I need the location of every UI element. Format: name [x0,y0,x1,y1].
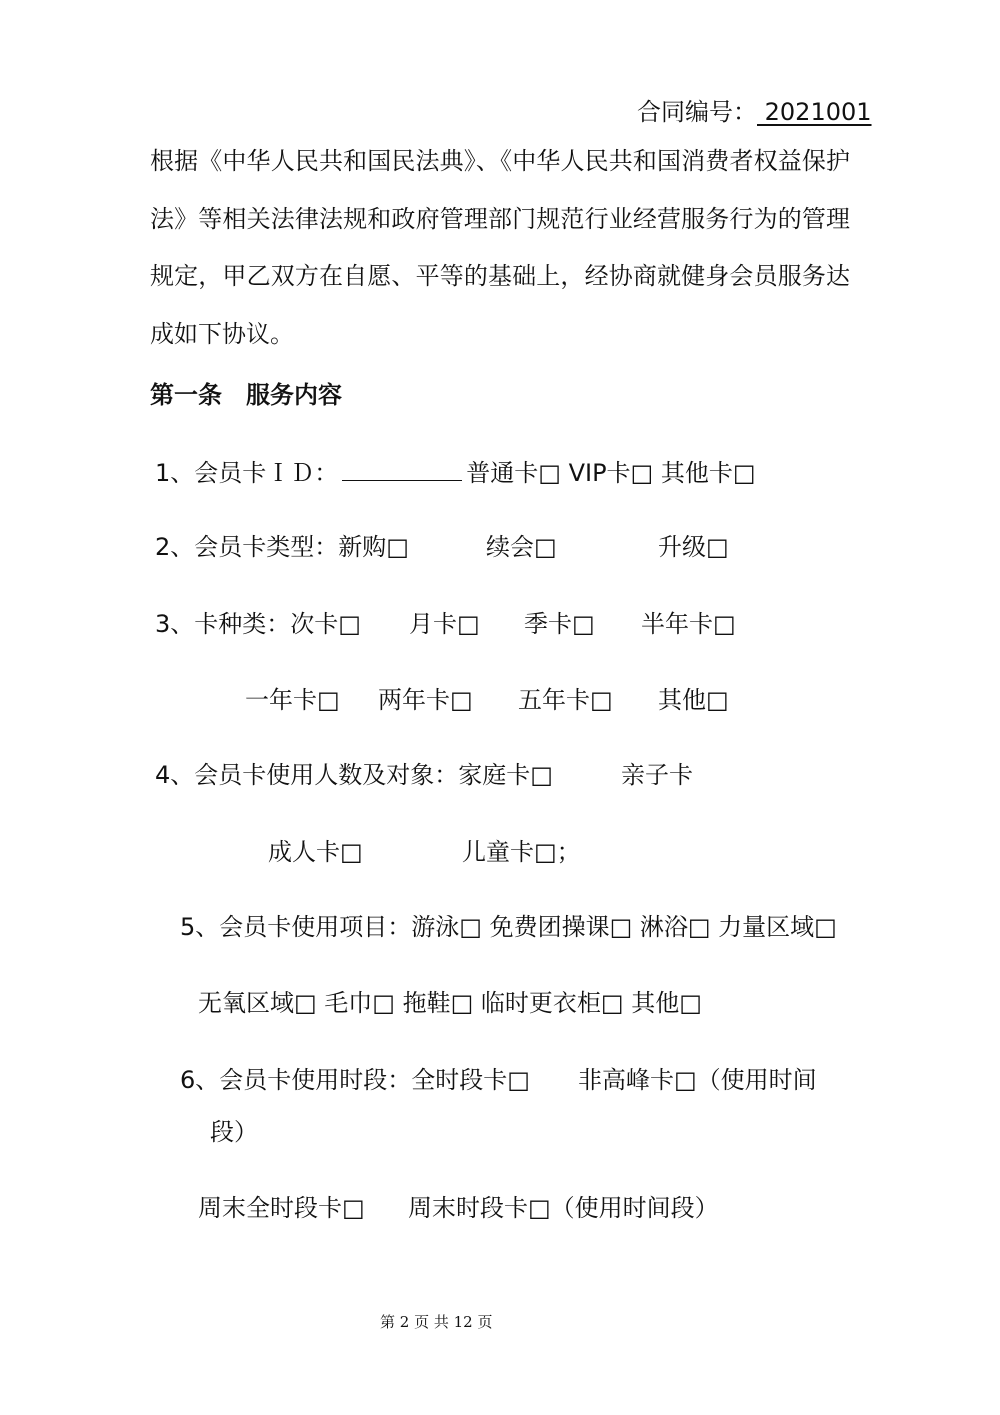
item-1-options: 普通卡□ VIP卡□ 其他卡□ [466,459,756,487]
item-5-line-2: 无氧区域□ 毛巾□ 拖鞋□ 临时更衣柜□ 其他□ [198,989,702,1017]
item-1 [155,456,756,488]
item-3-option-quarter: 季卡□ [524,610,595,638]
card-id-blank [342,456,462,481]
item-2-label: 2、会员卡类型：新购□ [155,533,409,561]
item-4-label: 4、会员卡使用人数及对象：家庭卡□ [155,761,553,789]
item-3-label: 3、卡种类：次卡□ [155,610,361,638]
item-6-option-weekend-full: 周末全时段卡□ [198,1194,365,1222]
item-4-option-adult: 成人卡□ [268,838,363,866]
contract-number [637,97,872,127]
item-3-option-month: 月卡□ [409,610,480,638]
item-6-line-1c: 段） [210,1118,258,1146]
item-4-option-parentchild: 亲子卡 [621,761,693,789]
item-2-option-upgrade: 升级□ [658,533,729,561]
item-3-option-other: 其他□ [658,686,729,714]
item-2-option-renew: 续会□ [486,533,557,561]
item-5-line-1: 5、会员卡使用项目：游泳□ 免费团操课□ 淋浴□ 力量区域□ [180,913,837,941]
item-3-option-fiveyear: 五年卡□ [518,686,613,714]
intro-paragraph: 根据《中华人民共和国民法典》、《中华人民共和国消费者权益保护法》等相关法律法规和政府管理部门规范行业经营服务行为的管理规定，甲乙双方在自愿、平等的基础上，经协商就健身会员服务达成如下协议。 [150,147,850,348]
item-4-option-child: 儿童卡□； [462,838,581,866]
item-1-label: 1、会员卡ＩＤ： [155,459,339,487]
item-3-option-oneyear: 一年卡□ [245,686,340,714]
page-number: 第 2 页 共 12 页 [380,1313,493,1331]
contract-number-label: 合同编号： [637,98,757,126]
item-3-option-halfyear: 半年卡□ [641,610,736,638]
contract-number-value: 2021001 [757,98,872,126]
item-6-line-1a: 6、会员卡使用时段：全时段卡□ [180,1066,530,1094]
article-1-title: 第一条 服务内容 [150,381,342,409]
item-6-line-1b: 非高峰卡□（使用时间 [578,1066,817,1094]
item-6-option-weekend-period: 周末时段卡□（使用时间段） [408,1194,719,1222]
item-3-option-twoyear: 两年卡□ [378,686,473,714]
